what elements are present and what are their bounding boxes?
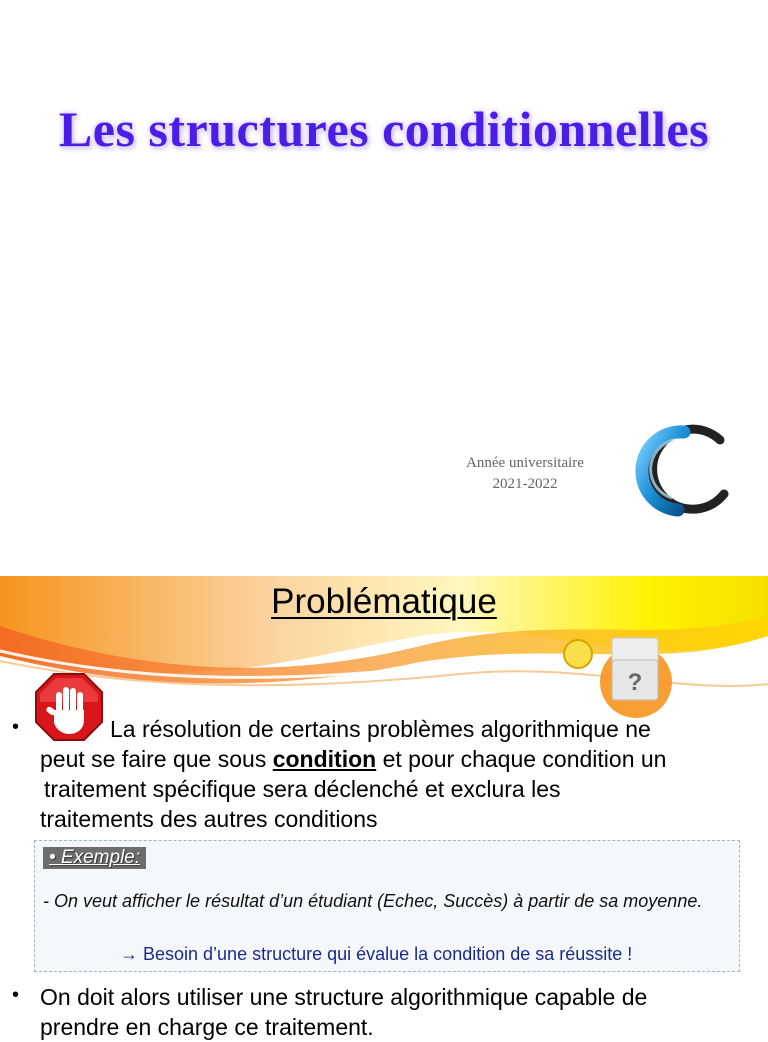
problem-slide xyxy=(0,576,768,1040)
bullet1-line2: peut se faire que sous condition et pour chaque condition un xyxy=(40,746,667,772)
example-box xyxy=(34,840,740,972)
example-conclusion: → Besoin d’une structure qui évalue la condition de sa réussite ! xyxy=(120,944,633,964)
c-language-logo-icon xyxy=(638,418,738,522)
bullet1-line4: traitements des autres conditions xyxy=(40,806,378,832)
help-question-mark: ? xyxy=(627,669,643,696)
condition-keyword: condition xyxy=(272,746,377,772)
slide-title xyxy=(0,582,768,622)
bullet1-line3: traitement spécifique sera déclenché et exclura les xyxy=(44,776,561,802)
help-box-icon xyxy=(562,634,680,724)
bullet-marker: • xyxy=(12,984,20,1006)
bullet1-line1: La résolution de certains problèmes algorithmique ne xyxy=(110,716,651,742)
bullet-problem-statement xyxy=(40,714,752,834)
bullet-solution xyxy=(40,982,752,1042)
example-label: • Exemple: xyxy=(43,847,146,869)
slide-title: Les structures conditionnelles xyxy=(58,101,710,157)
academic-year-label: Année universitaire xyxy=(466,455,584,471)
bullet-marker: • xyxy=(12,716,20,738)
bullet2-line2: prendre en charge ce traitement. xyxy=(40,1014,374,1040)
academic-year-value: 2021-2022 xyxy=(492,476,558,492)
example-text: - On veut afficher le résultat d’un étudiant (Echec, Succès) à partir de sa moyenne. xyxy=(43,891,703,911)
academic-year xyxy=(430,453,620,495)
slide-title-text: Problématique xyxy=(271,582,497,621)
bullet2-line1: On doit alors utiliser une structure algorithmique capable de xyxy=(40,984,648,1010)
